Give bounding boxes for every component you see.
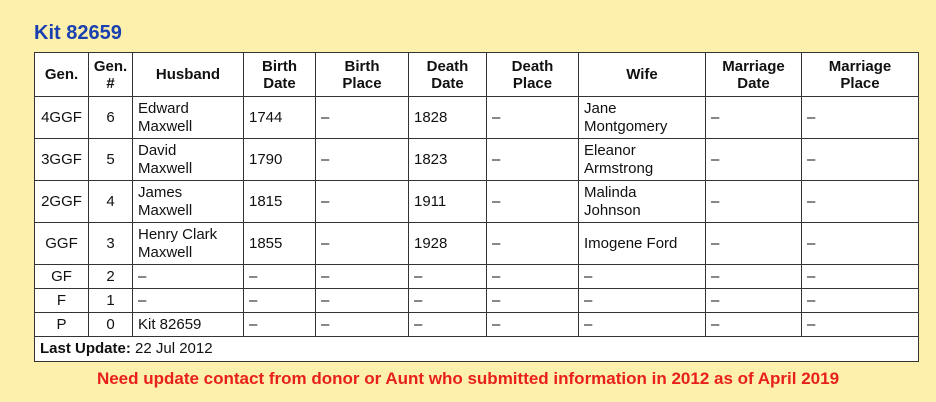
cell-death-date: – [409, 313, 487, 337]
cell-gen: F [35, 289, 89, 313]
cell-marriage-date: – [706, 313, 802, 337]
cell-husband [133, 289, 244, 313]
cell-wife [579, 265, 706, 289]
header-wife [579, 53, 706, 97]
cell-gen: 3GGF [35, 139, 89, 181]
cell-death-place: – [487, 97, 579, 139]
table-row [35, 313, 919, 337]
cell-birth-date: – [244, 265, 316, 289]
header-line: Date [263, 74, 296, 92]
header-birth-date [244, 53, 316, 97]
ancestry-table-container [34, 52, 918, 362]
cell-birth-date: – [244, 289, 316, 313]
header-birth-place [316, 53, 409, 97]
header-line: Wife [626, 66, 658, 83]
cell-gen-number: 6 [89, 97, 133, 139]
cell-line: Maxwell [138, 159, 193, 177]
cell-gen: 4GGF [35, 97, 89, 139]
cell-birth-place: – [316, 313, 409, 337]
cell-marriage-place: – [802, 223, 919, 265]
cell-line: Eleanor [584, 141, 636, 159]
cell-gen-number: 5 [89, 139, 133, 181]
cell-marriage-date: – [706, 139, 802, 181]
header-line: Death [511, 57, 554, 75]
cell-marriage-place: – [802, 289, 919, 313]
cell-marriage-date: – [706, 97, 802, 139]
cell-line: – [138, 291, 147, 309]
cell-death-place: – [487, 289, 579, 313]
header-line: Death [426, 57, 469, 75]
cell-husband [133, 97, 244, 139]
cell-death-date: 1928 [409, 223, 487, 265]
cell-gen-number: 2 [89, 265, 133, 289]
header-death-place [487, 53, 579, 97]
cell-birth-place: – [316, 289, 409, 313]
cell-birth-date: 1744 [244, 97, 316, 139]
header-husband [133, 53, 244, 97]
cell-gen-number: 3 [89, 223, 133, 265]
cell-birth-place: – [316, 139, 409, 181]
header-line: Marriage [722, 57, 785, 75]
cell-birth-date: – [244, 313, 316, 337]
cell-line: Armstrong [584, 159, 654, 177]
table-row [35, 97, 919, 139]
header-line: Place [512, 74, 553, 92]
cell-birth-date: 1855 [244, 223, 316, 265]
cell-wife [579, 313, 706, 337]
cell-line: Maxwell [138, 201, 193, 219]
cell-death-date: – [409, 289, 487, 313]
cell-death-date: – [409, 265, 487, 289]
cell-death-place: – [487, 223, 579, 265]
cell-husband [133, 313, 244, 337]
cell-line: David [138, 141, 177, 159]
cell-husband [133, 223, 244, 265]
header-line: Birth [344, 57, 380, 75]
cell-birth-place: – [316, 223, 409, 265]
cell-birth-date: 1815 [244, 181, 316, 223]
kit-title: Kit 82659 [34, 22, 122, 44]
cell-line: Imogene Ford [584, 234, 678, 252]
header-line: Birth [262, 57, 297, 75]
cell-line: Malinda [584, 183, 637, 201]
cell-death-date: 1828 [409, 97, 487, 139]
cell-marriage-place: – [802, 265, 919, 289]
cell-line: – [138, 267, 147, 285]
cell-birth-place: – [316, 97, 409, 139]
cell-wife [579, 223, 706, 265]
cell-marriage-place: – [802, 181, 919, 223]
header-line: Husband [155, 66, 221, 83]
cell-line: Henry Clark [138, 225, 218, 243]
cell-wife [579, 97, 706, 139]
cell-gen-number: 0 [89, 313, 133, 337]
cell-gen-number: 1 [89, 289, 133, 313]
last-update-row [35, 337, 919, 362]
cell-wife [579, 181, 706, 223]
cell-gen: GGF [35, 223, 89, 265]
cell-line: – [584, 291, 593, 309]
table-row [35, 289, 919, 313]
table-header-row [35, 53, 919, 97]
cell-gen-number: 4 [89, 181, 133, 223]
cell-death-date: 1823 [409, 139, 487, 181]
cell-death-place: – [487, 313, 579, 337]
cell-marriage-date: – [706, 181, 802, 223]
cell-line: Maxwell [138, 243, 193, 261]
header-line: Gen. [93, 57, 128, 75]
header-marriage-date [706, 53, 802, 97]
table-row [35, 265, 919, 289]
header-line: Date [431, 74, 464, 92]
cell-line: – [584, 267, 593, 285]
cell-marriage-place: – [802, 313, 919, 337]
cell-marriage-date: – [706, 265, 802, 289]
cell-death-date: 1911 [409, 181, 487, 223]
header-line: Place [840, 74, 880, 92]
cell-gen: P [35, 313, 89, 337]
header-marriage-place [802, 53, 919, 97]
cell-husband [133, 181, 244, 223]
header-gen [35, 53, 89, 97]
last-update-cell [35, 337, 919, 362]
header-line: Marriage [828, 57, 892, 75]
cell-wife [579, 139, 706, 181]
cell-gen: 2GGF [35, 181, 89, 223]
header-line: # [106, 74, 115, 92]
cell-line: James [138, 183, 183, 201]
cell-line: – [584, 315, 593, 333]
cell-husband [133, 265, 244, 289]
cell-gen: GF [35, 265, 89, 289]
last-update-label: Last Update: [40, 340, 131, 357]
header-line: Place [342, 74, 382, 92]
header-gen-number [89, 53, 133, 97]
header-line: Date [737, 74, 770, 92]
cell-marriage-date: – [706, 223, 802, 265]
cell-line: Maxwell [138, 117, 193, 135]
table-row [35, 223, 919, 265]
cell-line: Edward [138, 99, 189, 117]
cell-husband [133, 139, 244, 181]
cell-death-place: – [487, 139, 579, 181]
header-line: Gen. [44, 66, 79, 83]
update-notice: Need update contact from donor or Aunt who submitted information in 2012 as of April 2019 [96, 369, 840, 388]
cell-death-place: – [487, 181, 579, 223]
table-row [35, 139, 919, 181]
header-death-date [409, 53, 487, 97]
cell-wife [579, 289, 706, 313]
table-body [35, 97, 919, 337]
cell-line: Jane [584, 99, 617, 117]
cell-death-place: – [487, 265, 579, 289]
cell-birth-place: – [316, 181, 409, 223]
cell-line: Johnson [584, 201, 641, 219]
table-row [35, 181, 919, 223]
cell-marriage-place: – [802, 139, 919, 181]
ancestry-table [34, 52, 919, 362]
cell-birth-date: 1790 [244, 139, 316, 181]
cell-line: Montgomery [584, 117, 668, 135]
cell-marriage-place: – [802, 97, 919, 139]
cell-line: Kit 82659 [138, 315, 202, 333]
cell-marriage-date: – [706, 289, 802, 313]
last-update-value: 22 Jul 2012 [130, 340, 213, 357]
cell-birth-place: – [316, 265, 409, 289]
